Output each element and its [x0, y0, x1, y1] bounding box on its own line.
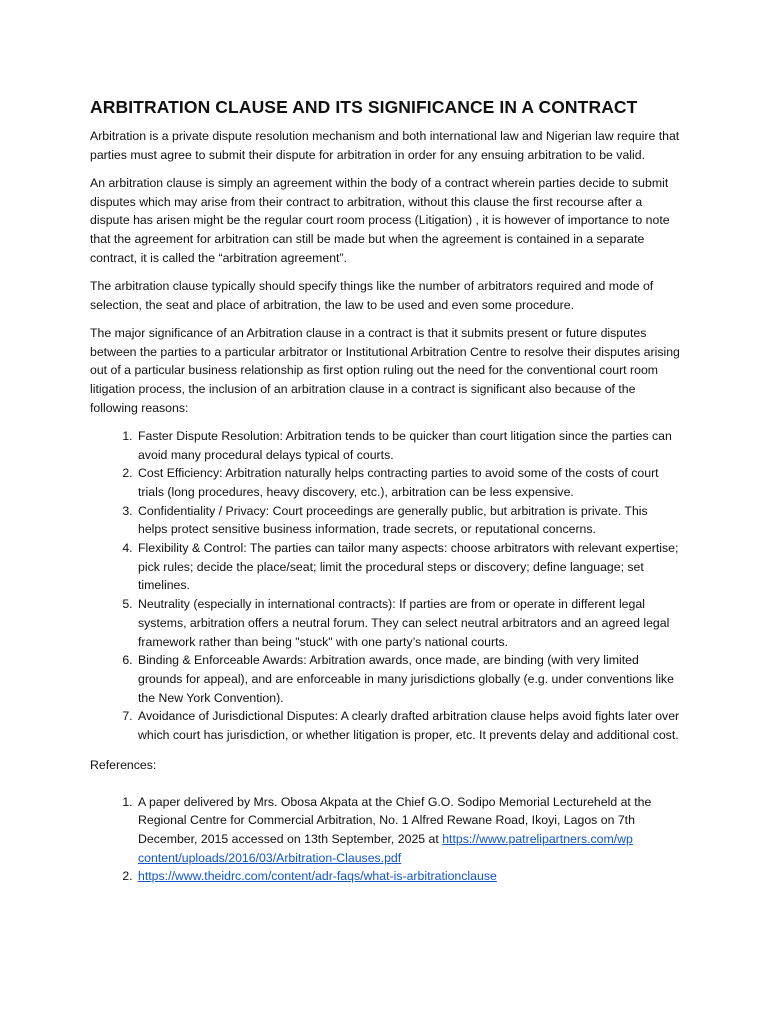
- references-heading: References:: [90, 757, 157, 772]
- reference-link[interactable]: https://www.patrelipartners.com/wp content/uploads/2016/03/Arbitration-Clauses.pdf: [138, 831, 633, 865]
- paragraph-clause-definition: An arbitration clause is simply an agreement within the body of a contract wherein parties decide to submit disputes which may arise from their contract to arbitration, without this clause the first recourse after a dispute has arisen might be the regular court room process (Litigation) , it is however of importance to note that the agreement for arbitration can still be made but when the agreement is contained in a separate contract, it is called the “arbitration agreement”.: [90, 175, 670, 265]
- list-item: 3. Confidentiality / Privacy: Court proceedings are generally public, but arbitration is private. This helps protect sensitive business information, trade secrets, or reputational concerns.: [136, 502, 680, 539]
- paragraph-clause-contents: The arbitration clause typically should specify things like the number of arbitrators required and mode of selection, the seat and place of arbitration, the law to be used and even some procedure.: [90, 278, 654, 312]
- list-item: 4. Flexibility & Control: The parties can tailor many aspects: choose arbitrators with relevant expertise; pick rules; decide the place/seat; limit the procedural steps or discovery; define language; set timelines.: [136, 539, 680, 595]
- reasons-list: [90, 427, 680, 745]
- list-item: 2. Cost Efficiency: Arbitration naturally helps contracting parties to avoid some of the costs of court trials (long procedures, heavy discovery, etc.), arbitration can be less expensive.: [136, 464, 680, 501]
- list-item: 5. Neutrality (especially in international contracts): If parties are from or operate in different legal systems, arbitration offers a neutral forum. They can select neutral arbitrators and an agreed legal framework rather than being "stuck" with one party’s national courts.: [136, 595, 680, 651]
- reference-text: A paper delivered by Mrs. Obosa Akpata at the Chief G.O. Sodipo Memorial Lectureheld at the Regional Centre for Commercial Arbitration, No. 1 Alfred Rewane Road, Ikoyi, Lagos on 7th December, 2015 accessed on 13th September, 2025 at: [138, 794, 652, 846]
- document-title: ARBITRATION CLAUSE AND ITS SIGNIFICANCE IN A CONTRACT: [90, 97, 638, 117]
- reference-item: [136, 793, 680, 868]
- reference-link[interactable]: https://www.theidrc.com/content/adr-faqs/what-is-arbitrationclause: [138, 869, 497, 884]
- document-page: [90, 96, 680, 897]
- list-item: 7. Avoidance of Jurisdictional Disputes: A clearly drafted arbitration clause helps avoid fights later over which court has jurisdiction, or whether litigation is proper, etc. It prevents delay and additional cost.: [136, 707, 680, 744]
- references-list: [90, 793, 680, 887]
- list-item: 1. Faster Dispute Resolution: Arbitration tends to be quicker than court litigation since the parties can avoid many procedural delays typical of courts.: [136, 427, 680, 464]
- paragraph-intro: Arbitration is a private dispute resolution mechanism and both international law and Nigerian law require that parties must agree to submit their dispute for arbitration in order for any ensuing arbitration to be valid.: [90, 129, 680, 162]
- list-item: 6. Binding & Enforceable Awards: Arbitration awards, once made, are binding (with very limited grounds for appeal), and are enforceable in many jurisdictions globally (e.g. under conventions like the New York Convention).: [136, 651, 680, 707]
- reference-item: [136, 867, 680, 886]
- paragraph-significance: The major significance of an Arbitration clause in a contract is that it submits present or future disputes between the parties to a particular arbitrator or Institutional Arbitration Centre to resolve their disputes arising out of a particular business relationship as first option ruling out the need for the conventional court room litigation process, the inclusion of an arbitration clause in a contract is significant also because of the following reasons:: [90, 325, 680, 415]
